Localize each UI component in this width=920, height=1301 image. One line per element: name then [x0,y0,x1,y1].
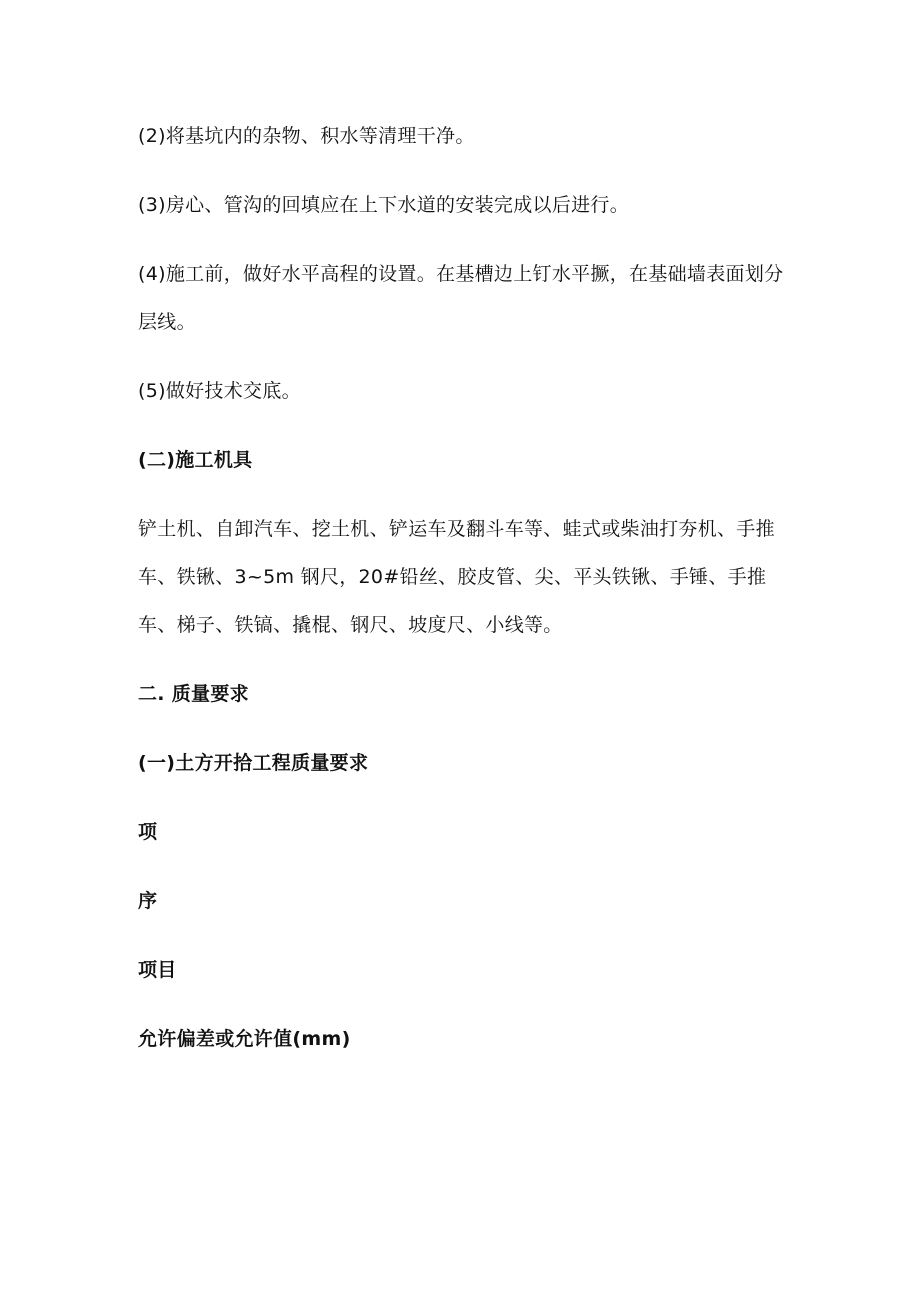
table-header-project: 项目 [138,959,177,981]
table-header-tolerance: 允许偏差或允许值(mm) [138,1028,351,1050]
heading-earthwork-quality: (一)土方开拾工程质量要求 [138,752,369,774]
document-body [138,112,788,1084]
paragraph-elevation-setup: (4)施工前，做好水平高程的设置。在基槽边上钉水平撅，在基础墙表面划分层线。 [138,263,784,333]
paragraph-tool-list: 铲土机、自卸汽车、挖土机、铲运车及翻斗车等、蛙式或柴油打夯机、手推车、铁锹、3~5m 钢尺，20#铅丝、胶皮管、尖、平头铁锹、手锤、手推车、梯子、铁镐、撬棍、钢尺、坡度尺、小线等。 [138,518,775,636]
heading-quality-requirements: 二. 质量要求 [138,683,249,705]
paragraph-backfill-timing: (3)房心、管沟的回填应在上下水道的安装完成以后进行。 [138,194,630,216]
paragraph-clean-pit: (2)将基坑内的杂物、积水等清理干净。 [138,125,475,147]
paragraph-technical-briefing: (5)做好技术交底。 [138,380,301,402]
table-header-sequence: 序 [138,890,158,912]
table-header-item: 项 [138,821,158,843]
heading-construction-tools: (二)施工机具 [138,449,253,471]
